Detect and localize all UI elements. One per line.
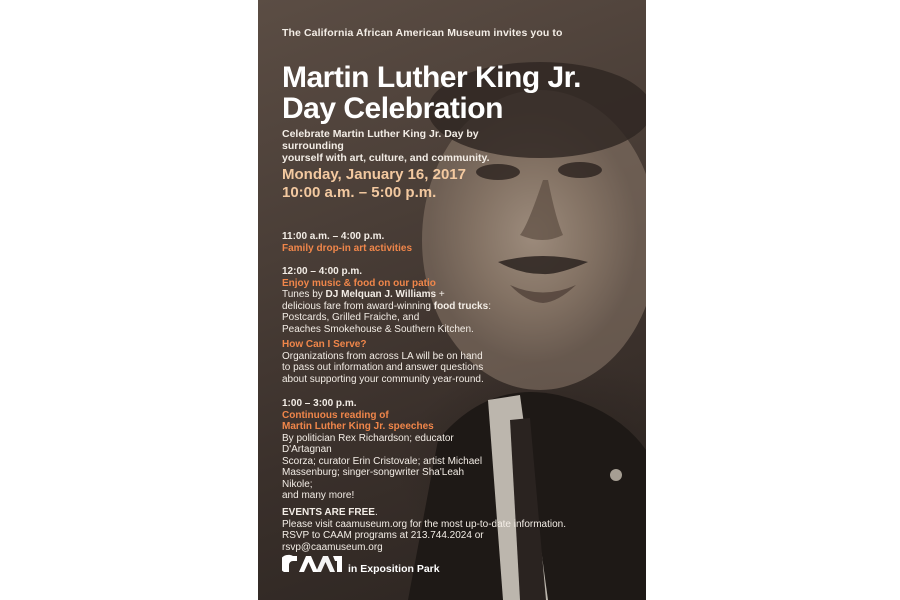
event-reading — [282, 398, 492, 502]
event-serve-title: How Can I Serve? — [282, 339, 367, 350]
event-patio-time: 12:00 – 4:00 p.m. — [282, 266, 363, 277]
footer-info — [282, 507, 582, 553]
event-art-title: Family drop-in art activities — [282, 242, 413, 254]
events-free: EVENTS ARE FREE — [282, 507, 375, 518]
events-free-line — [282, 507, 582, 519]
event-date: Monday, January 16, 2017 — [282, 166, 466, 183]
event-patio — [282, 266, 497, 335]
patio-line1-suffix: + — [436, 289, 445, 300]
event-serve-line-3: about supporting your community year-round. — [282, 373, 484, 385]
dj-name: DJ Melquan J. Williams — [325, 289, 437, 300]
event-serve-line-1: Organizations from across LA will be on hand — [282, 350, 483, 362]
title-line-2: Day Celebration — [282, 92, 503, 125]
patio-line2-text: delicious fare from award-winning — [282, 300, 434, 312]
right-eye — [558, 162, 602, 178]
subtitle — [282, 128, 522, 164]
event-art-time: 11:00 a.m. – 4:00 p.m. — [282, 231, 385, 242]
event-art — [282, 231, 497, 254]
page-title — [282, 62, 581, 124]
invite-text: The California African American Museum invites you to — [282, 27, 563, 39]
lapel-pin — [610, 469, 622, 481]
event-poster — [258, 0, 646, 600]
patio-line1-text: Tunes by — [282, 289, 326, 300]
event-reading-line-2: Scorza; curator Erin Cristovale; artist Michael — [282, 455, 483, 467]
event-reading-line-4: and many more! — [282, 490, 355, 501]
footer-line-2: RSVP to CAAM programs at 213.744.2024 or rsvp@caamuseum.org — [282, 530, 484, 553]
title-line-1: Martin Luther King Jr. — [282, 61, 582, 94]
event-date-block — [282, 166, 466, 202]
event-reading-line-1: By politician Rex Richardson; educator D'Artagnan — [282, 432, 454, 455]
food-trucks-label: food trucks — [433, 300, 489, 312]
event-patio-line-3: Postcards, Grilled Fraiche, and — [282, 312, 420, 323]
event-reading-title-1: Continuous reading of — [282, 409, 389, 421]
patio-line2-suffix: : — [488, 300, 491, 312]
event-reading-line-3: Massenburg; singer-songwriter Sha'Leah Nikole; — [282, 467, 465, 490]
event-patio-line-1 — [282, 289, 497, 301]
event-patio-line-2 — [282, 301, 497, 313]
event-serve — [282, 339, 497, 385]
footer-line-1: Please visit caamuseum.org for the most up-to-date information. — [282, 518, 567, 530]
event-patio-line-4: Peaches Smokehouse & Southern Kitchen. — [282, 323, 474, 335]
event-patio-title: Enjoy music & food on our patio — [282, 277, 436, 289]
caam-logo — [282, 554, 344, 574]
event-reading-time: 1:00 – 3:00 p.m. — [282, 398, 357, 409]
event-reading-title-2: Martin Luther King Jr. speeches — [282, 421, 434, 432]
event-hours: 10:00 a.m. – 5:00 p.m. — [282, 184, 437, 201]
location-text: in Exposition Park — [348, 563, 440, 575]
event-serve-line-2: to pass out information and answer questions — [282, 362, 484, 373]
events-free-dot: . — [374, 507, 378, 518]
subtitle-line-1: Celebrate Martin Luther King Jr. Day by surrounding — [282, 128, 479, 152]
left-eye — [476, 164, 520, 180]
subtitle-line-2: yourself with art, culture, and community. — [282, 152, 490, 164]
